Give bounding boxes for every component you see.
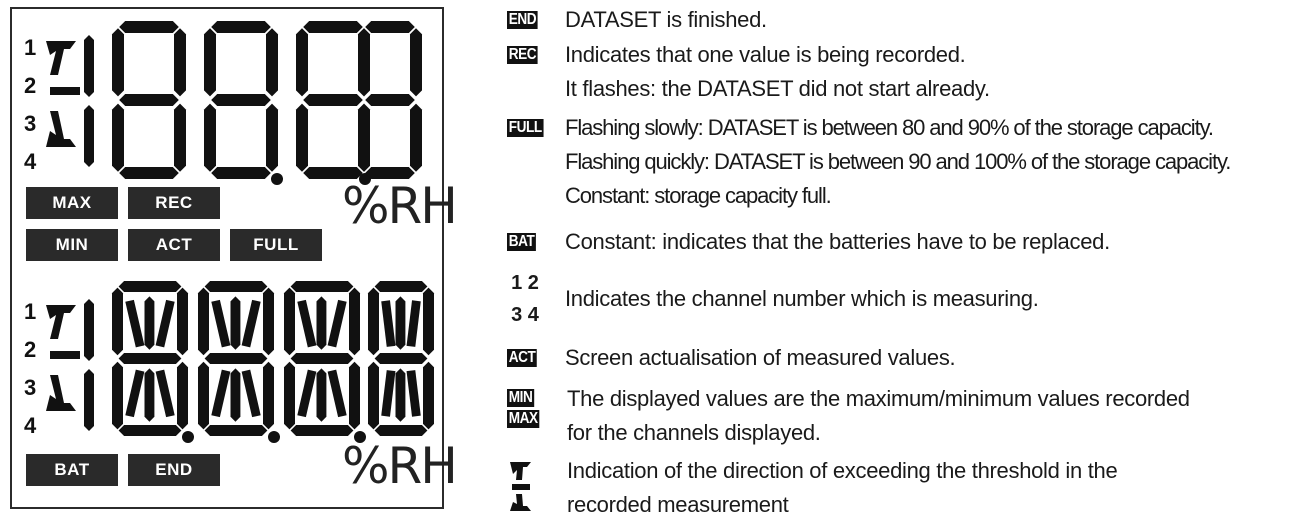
bot-digit-3-d2 — [332, 301, 343, 347]
channel-numbers-top: 1 2 — [511, 272, 539, 294]
bot-digit-3-g — [291, 353, 354, 364]
threshold-arrows-icon — [507, 458, 537, 518]
bot-digit-2-c — [263, 362, 274, 430]
top-dash — [50, 87, 80, 95]
top-digit-2-d — [211, 167, 271, 179]
bat-badge: BAT — [508, 233, 535, 250]
legend-rec-line-2: It flashes: the DATASET did not start already. — [565, 76, 990, 101]
top-ch4: 4 — [24, 149, 37, 174]
bot-lead-bot — [84, 369, 94, 431]
top-digit-2-c — [266, 104, 278, 172]
bot-digit-1-g — [119, 353, 182, 364]
top-ch3: 3 — [24, 111, 37, 136]
bot-digit-3-ctop — [317, 296, 327, 349]
end-badge: END — [508, 11, 537, 28]
legend-channels — [507, 272, 1039, 326]
bot-digit-1-c — [177, 362, 188, 430]
lcd-label-min: MIN — [26, 229, 118, 261]
bot-digit-1-d — [119, 425, 182, 436]
top-digit-2-f — [204, 28, 216, 96]
max-badge: MAX — [508, 410, 538, 427]
top-digit-2-e — [204, 104, 216, 172]
bot-digit-2-e — [198, 362, 209, 430]
bot-digit-4-ctop — [396, 296, 406, 349]
bot-digit-2-g — [205, 353, 268, 364]
legend-bat — [507, 225, 1110, 259]
legend-full-line-3: Constant: storage capacity full. — [565, 183, 831, 208]
legend-minmax-line-2: for the channels displayed. — [567, 420, 821, 445]
legend-act — [507, 341, 955, 375]
bot-digit-4-d — [375, 425, 428, 436]
top-digit-3-g — [303, 94, 363, 106]
bot-digit-1-f — [112, 288, 123, 356]
bot-digit-4-d3 — [386, 371, 392, 417]
bot-digit-4-d1 — [386, 301, 392, 347]
unit-bottom: %RH — [342, 437, 456, 495]
bot-ch3: 3 — [24, 375, 37, 400]
bot-digit-2-f — [198, 288, 209, 356]
bot-digit-3-b — [349, 288, 360, 356]
bot-digit-2-b — [263, 288, 274, 356]
bot-digit-2-d1 — [216, 301, 227, 347]
legend-bat-line-1: Constant: indicates that the batteries have to be replaced. — [565, 229, 1110, 254]
top-down-arrow — [46, 111, 76, 147]
bot-digit-2-d3 — [216, 371, 227, 417]
bot-ch2: 2 — [24, 337, 37, 362]
bot-digit-3-a — [291, 281, 354, 292]
bot-digit-4-g — [375, 353, 428, 364]
top-digit-1-f — [112, 28, 124, 96]
lcd-label-end: END — [128, 454, 220, 486]
bot-digit-2-cbot — [231, 368, 241, 421]
bot-digit-1-d1 — [130, 301, 141, 347]
lcd-label-rec: REC — [128, 187, 220, 219]
top-digit-4-b — [410, 28, 422, 96]
bot-ch4: 4 — [24, 413, 37, 438]
bot-digit-4-e — [368, 362, 379, 430]
bot-digit-3-d — [291, 425, 354, 436]
top-up-arrow — [46, 41, 76, 75]
top-digit-2-g — [211, 94, 271, 106]
bot-dp-1 — [182, 431, 194, 443]
top-digit-4-e — [358, 104, 370, 172]
top-digit-1-g — [119, 94, 179, 106]
legend-rec-line-1: Indicates that one value is being recorded. — [565, 42, 966, 67]
bot-digit-1-cbot — [145, 368, 155, 421]
full-badge: FULL — [508, 119, 542, 136]
min-badge: MIN — [508, 389, 533, 406]
bot-digit-3-e — [284, 362, 295, 430]
legend-end-line-1: DATASET is finished. — [565, 7, 767, 32]
top-digit-4-a — [365, 21, 415, 33]
bot-digit-4-f — [368, 288, 379, 356]
bot-ch1: 1 — [24, 299, 37, 324]
top-digit-4-c — [410, 104, 422, 172]
legend — [507, 0, 1299, 521]
top-lead-top — [84, 35, 94, 97]
top-ch1: 1 — [24, 35, 37, 60]
top-lead-bot — [84, 105, 94, 167]
top-digit-1-b — [174, 28, 186, 96]
legend-full — [507, 111, 1230, 213]
bot-digit-3-d3 — [302, 371, 313, 417]
lcd-label-bat: BAT — [26, 454, 118, 486]
lcd-label-act: ACT — [128, 229, 220, 261]
legend-threshold-line-1: Indication of the direction of exceeding the threshold in the — [567, 458, 1118, 483]
bot-digit-2-d2 — [246, 301, 257, 347]
top-digit-2-a — [211, 21, 271, 33]
bot-lead-top — [84, 299, 94, 361]
bot-digit-4-b — [423, 288, 434, 356]
bot-digit-1-b — [177, 288, 188, 356]
bot-digit-1-d2 — [160, 301, 171, 347]
bot-dp-2 — [268, 431, 280, 443]
bot-digit-3-f — [284, 288, 295, 356]
bot-digit-2-ctop — [231, 296, 241, 349]
bot-digit-1-e — [112, 362, 123, 430]
bot-digit-2-d — [205, 425, 268, 436]
top-digit-3-e — [296, 104, 308, 172]
bot-up-arrow — [46, 305, 76, 339]
bot-digit-3-d4 — [332, 371, 343, 417]
legend-full-line-1: Flashing slowly: DATASET is between 80 and 90% of the storage capacity. — [565, 115, 1213, 140]
bot-digit-2-a — [205, 281, 268, 292]
unit-top: %RH — [342, 177, 456, 235]
lcd-display-panel — [10, 7, 456, 509]
bot-digit-1-ctop — [145, 296, 155, 349]
top-digit-3-f — [296, 28, 308, 96]
top-digit-4-g — [365, 94, 415, 106]
legend-end — [507, 3, 767, 37]
top-digit-2-b — [266, 28, 278, 96]
bot-digit-3-d1 — [302, 301, 313, 347]
lcd-label-full: FULL — [230, 229, 322, 261]
legend-act-line-1: Screen actualisation of measured values. — [565, 345, 956, 370]
bot-digit-3-c — [349, 362, 360, 430]
top-digit-4-f — [358, 28, 370, 96]
legend-minmax-line-1: The displayed values are the maximum/minimum values recorded — [567, 386, 1190, 411]
act-badge: ACT — [508, 349, 536, 366]
top-digit-1-c — [174, 104, 186, 172]
top-ch2: 2 — [24, 73, 37, 98]
bot-digit-2-d4 — [246, 371, 257, 417]
bot-digit-4-d2 — [411, 301, 417, 347]
top-digit-1-d — [119, 167, 179, 179]
bot-digit-4-a — [375, 281, 428, 292]
bot-digit-1-d4 — [160, 371, 171, 417]
channel-numbers-bottom: 3 4 — [511, 304, 539, 326]
bot-dash — [50, 351, 80, 359]
bot-digit-4-c — [423, 362, 434, 430]
top-digit-3-a — [303, 21, 363, 33]
bot-digit-1-a — [119, 281, 182, 292]
legend-threshold-line-2: recorded measurement — [567, 492, 789, 517]
top-digit-1-e — [112, 104, 124, 172]
top-digit-1-a — [119, 21, 179, 33]
bot-digit-4-cbot — [396, 368, 406, 421]
legend-threshold — [507, 454, 1117, 523]
rec-badge: REC — [508, 46, 537, 63]
lcd-label-max: MAX — [26, 187, 118, 219]
bot-digit-4-d4 — [411, 371, 417, 417]
legend-rec — [507, 38, 990, 106]
bot-digit-3-cbot — [317, 368, 327, 421]
top-dp-1 — [271, 173, 283, 185]
legend-channels-line-1: Indicates the channel number which is measuring. — [565, 286, 1039, 311]
legend-full-line-2: Flashing quickly: DATASET is between 90 and 100% of the storage capacity. — [565, 149, 1231, 174]
legend-minmax — [507, 382, 1190, 450]
bot-down-arrow — [46, 375, 76, 411]
bot-digit-1-d3 — [130, 371, 141, 417]
